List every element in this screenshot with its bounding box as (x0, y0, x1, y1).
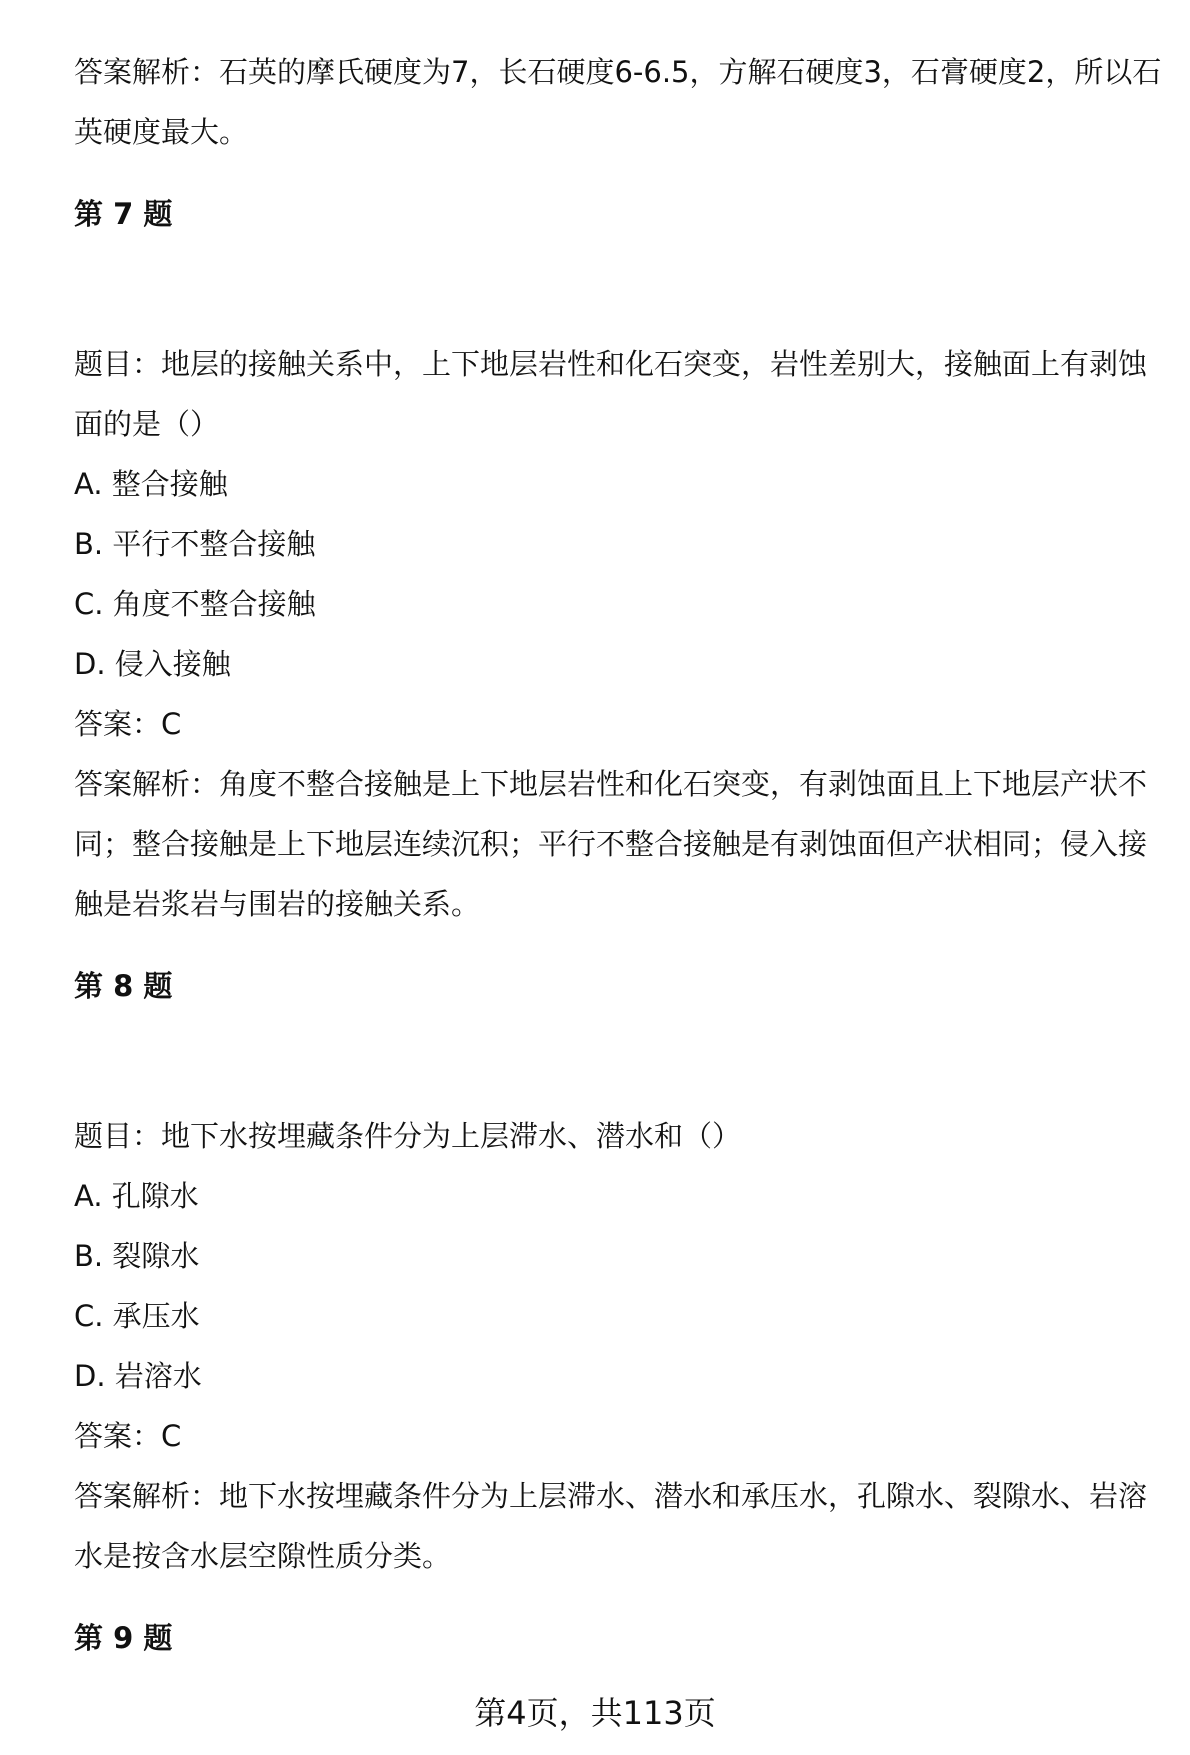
question-8-option-c: C. 承压水 (74, 1299, 200, 1333)
question-7-option-d: D. 侵入接触 (74, 647, 231, 681)
question-7 (74, 184, 1164, 934)
question-7-option-a: A. 整合接触 (74, 467, 228, 501)
question-9 (74, 1608, 1164, 1668)
question-9-title: 第 9 题 (74, 1621, 173, 1655)
question-7-option-b: B. 平行不整合接触 (74, 527, 316, 561)
page-footer: 第4页，共113页 (474, 1694, 716, 1732)
question-7-option-c: C. 角度不整合接触 (74, 587, 316, 621)
question-8-title: 第 8 题 (74, 969, 173, 1003)
spacer (74, 1586, 1164, 1608)
question-8-answer: 答案：C (74, 1419, 182, 1453)
question-8 (74, 956, 1164, 1586)
question-8-text: 题目：地下水按埋藏条件分为上层滞水、潜水和（） (74, 1119, 742, 1153)
spacer (74, 1016, 1164, 1106)
spacer (74, 162, 1164, 184)
question-8-option-d: D. 岩溶水 (74, 1359, 202, 1393)
question-8-option-b: B. 裂隙水 (74, 1239, 200, 1273)
page-content (74, 42, 1164, 1668)
question-7-title: 第 7 题 (74, 197, 173, 231)
spacer (74, 934, 1164, 956)
question-7-answer: 答案：C (74, 707, 182, 741)
question-8-explanation: 答案解析：地下水按埋藏条件分为上层滞水、潜水和承压水，孔隙水、裂隙水、岩溶水是按含水层空隙性质分类。 (74, 1479, 1148, 1573)
question-8-option-a: A. 孔隙水 (74, 1179, 199, 1213)
question-7-text: 题目：地层的接触关系中，上下地层岩性和化石突变，岩性差别大，接触面上有剥蚀面的是（） (74, 347, 1148, 441)
previous-explanation: 答案解析：石英的摩氏硬度为7，长石硬度6-6.5，方解石硬度3，石膏硬度2，所以石英硬度最大。 (74, 55, 1162, 149)
spacer (74, 244, 1164, 334)
question-7-explanation: 答案解析：角度不整合接触是上下地层岩性和化石突变，有剥蚀面且上下地层产状不同；整合接触是上下地层连续沉积；平行不整合接触是有剥蚀面但产状相同；侵入接触是岩浆岩与围岩的接触关系。 (74, 767, 1148, 921)
